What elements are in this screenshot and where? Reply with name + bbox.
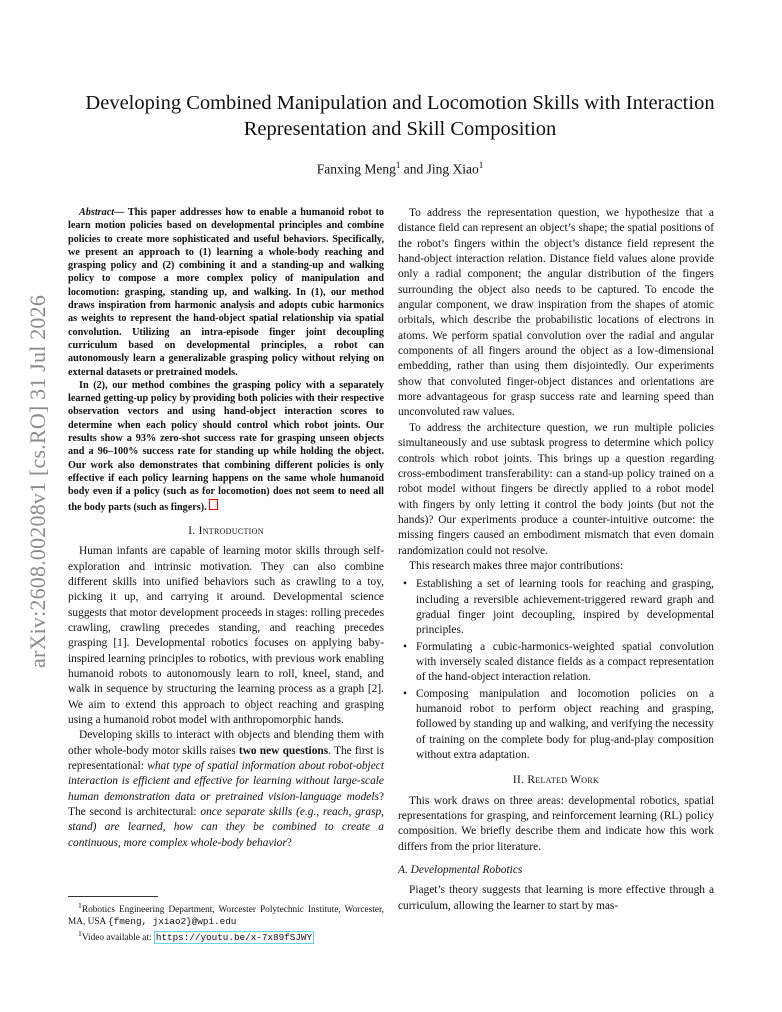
author-email: {fmeng, jxiao2}@wpi.edu bbox=[108, 916, 237, 928]
arxiv-identifier-stamp: arXiv:2608.00208v1 [cs.RO] 31 Jul 2026 bbox=[25, 294, 50, 668]
contribution-list bbox=[398, 577, 714, 763]
italic-text: once separate skills (e.g., reach, grasp, stand) are learned, how can they be combined to create a continuous, more complex whole-body behavior bbox=[68, 806, 384, 849]
text-run: Developing skills to interact with objects and blending them with other whole-body motor skills raises bbox=[68, 729, 384, 757]
body-paragraph: This work draws on three areas: developmental robotics, spatial representations for grasping, and reinforcement learning (RL) policy composition. We briefly describe them and indicate how this work differs from the prior literature. bbox=[398, 794, 714, 853]
author-name: Fanxing Meng bbox=[316, 161, 396, 177]
footnote-rule bbox=[68, 896, 158, 897]
left-column bbox=[68, 206, 384, 851]
author-name: Jing Xiao bbox=[426, 161, 479, 177]
abstract-text: — This paper addresses how to enable a humanoid robot to learn motion policies based on developmental principles and combine policies to create more sophisticated and useful behaviors. Specifically, we present an approach to (1) learning a whole-body reaching and grasping policy and (2) combining it and a standing-up and walking policy to compose a more complex policy of manipulation and locomotion: grasping, standing up, and walking. In (1), our method draws inspiration from harmonic analysis and adopts cubic harmonics as weights to represent the hand-object spatial relationship via spatial convolution. Utilizing an intra-episode finger joint decoupling curriculum based on developmental principles, a robot can autonomously learn a generalizable grasping policy without relying on external datasets or pretrained models. bbox=[68, 207, 384, 378]
body-paragraph: Piaget’s theory suggests that learning is more effective through a curriculum, allowing the learner to start by mas- bbox=[398, 884, 714, 912]
affiliation-mark: 1 bbox=[395, 160, 401, 170]
abstract-paragraph bbox=[68, 206, 384, 379]
footnote-mark: 1 bbox=[78, 901, 82, 910]
footnotes bbox=[68, 900, 384, 944]
paper-title bbox=[60, 90, 740, 142]
section-heading: II. Related Work bbox=[512, 774, 600, 787]
bold-text: two new questions bbox=[238, 744, 329, 757]
affiliation-mark: 1 bbox=[478, 160, 484, 170]
list-item: • Establishing a set of learning tools for reaching and grasping, including a reversible achievement-triggered reward graph and gradual finger joint decoupling, inspired by developmental principles. bbox=[416, 577, 714, 638]
body-paragraph bbox=[68, 728, 384, 851]
body-paragraph: This research makes three major contributions: bbox=[409, 559, 624, 572]
abstract-paragraph bbox=[68, 379, 384, 514]
abstract-lead: Abstract bbox=[79, 207, 115, 218]
body-paragraph: To address the architecture question, we run multiple policies simultaneously and use subtask progress to determine which policy controls which robot joints. This brings up a question regarding cross-embodiment transferability: can a stand-up policy trained on a robot model without fingers be directly applied to a robot model with fingers by only letting it control the body joints (but not the hands)? Our experiments produce a counter-intuitive outcome: the missing fingers caused an embodiment mismatch that even domain randomization could not resolve. bbox=[398, 421, 714, 557]
author-line bbox=[60, 160, 740, 178]
footnote-mark: 1 bbox=[78, 929, 82, 939]
italic-text: what type of spatial information about robot-object interaction is efficient and effective for learning without large-scale human demonstration data or pretrained vision-language models bbox=[68, 759, 384, 803]
body-paragraph: Human infants are capable of learning motor skills through self-exploration and intrinsic motivation. They can also combine different skills into unified behaviors such as crawling to a toy, picking it up, and carrying it around. Developmental science suggests that motor development proceeds in stages: rolling precedes crawling, crawling precedes standing, and reaching precedes grasping [1]. Developmental robotics focuses on applying baby-inspired learning principles to robotics, with previous work enabling humanoid robots to autonomously learn to roll, kneel, stand, and walk in sequence by structuring the learning process as a graph [2]. We aim to extend this approach to object reaching and grasping using a humanoid robot model with anthropomorphic hands. bbox=[68, 545, 384, 726]
list-item: • Composing manipulation and locomotion policies on a humanoid robot to perform object reaching and grasping, followed by standing up and walking, and verifying the necessity of training on the complete body for plug-and-play composition without extra adaptation. bbox=[416, 687, 714, 764]
title-line-2: Representation and Skill Composition bbox=[243, 118, 557, 140]
footnote-text: Video available at: bbox=[81, 933, 154, 944]
author-joiner: and bbox=[403, 161, 424, 177]
body-paragraph: To address the representation question, we hypothesize that a distance field can represent an object’s shape; the spatial positions of the robot’s fingers within the object’s distance field represent the hand-object interaction relation. Distance field values alone provide only a radial component; the angular distribution of the fingers surrounding the object also needs to be captured. To encode the angular component, we draw inspiration from the shapes of atomic orbitals, which describe the probabilistic locations of electrons in atoms. We perform spatial convolution over the radial and angular components of all fingers around the object as a low-dimensional embedding, rather than using them disjointedly. Our experiments show that convoluted finger-object distances and orientations are more advantageous for grasp success rate and learning speed than unconvoluted raw values. bbox=[398, 207, 714, 419]
footnote-text: Robotics Engineering Department, Worcester Polytechnic Institute, Worcester, MA, USA bbox=[68, 905, 384, 928]
subsection-heading: A. Developmental Robotics bbox=[398, 864, 523, 877]
footnote-link[interactable] bbox=[209, 499, 218, 510]
footnote bbox=[68, 900, 384, 928]
text-run: ? The second is architectural: bbox=[68, 790, 384, 819]
text-run: . The first is representational: bbox=[68, 744, 384, 772]
title-line-1: Developing Combined Manipulation and Locomotion Skills with Interaction bbox=[85, 92, 715, 114]
section-heading: I. Introduction bbox=[188, 524, 264, 537]
abstract-text: In (2), our method combines the grasping policy with a separately learned getting-up policy by providing both policies with their respective observation vectors and using hand-object interaction scores to determine when each policy should control which robot joints. Our results show a 93% zero-shot success rate for grasping unseen objects and a 96–100% success rate for standing up while holding the object. Our work also demonstrates that combining different policies is only effective if each policy learning happens on the same whole humanoid body even if a policy (such as for locomotion) does not seem to need all the body parts (such as fingers). bbox=[68, 379, 384, 513]
footnote bbox=[68, 928, 384, 944]
text-run: ? bbox=[286, 836, 292, 849]
right-column bbox=[398, 206, 714, 914]
list-item: • Formulating a cubic-harmonics-weighted spatial convolution with inversely scaled distance fields as a compact representation of the hand-object interaction relation. bbox=[416, 640, 714, 686]
video-link[interactable]: https://youtu.be/x-7x89fSJWY bbox=[155, 932, 313, 944]
